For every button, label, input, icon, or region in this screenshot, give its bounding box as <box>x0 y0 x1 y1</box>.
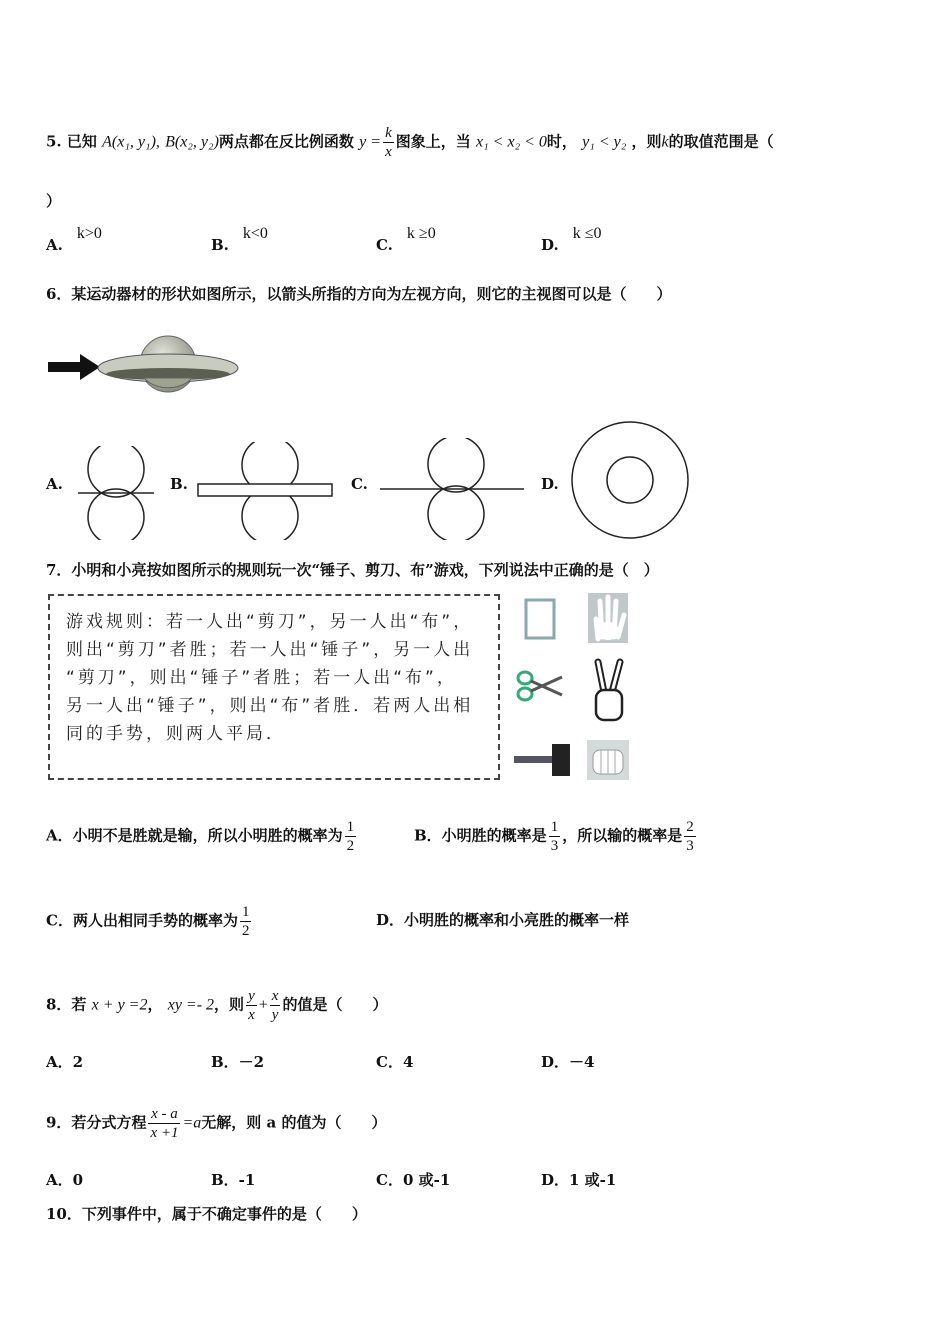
q5-option-b[interactable] <box>211 225 268 255</box>
q8-option-a[interactable]: A．2 <box>46 1053 84 1071</box>
q5-option-c-label: C. <box>376 236 393 254</box>
q5-text-4: 时， <box>546 132 577 151</box>
q5-text-6: 的取值范围是（ <box>668 132 774 151</box>
q5-option-d-label: D. <box>541 236 559 254</box>
q5-option-c-value: k ≥0 <box>406 225 436 242</box>
q5-func-num: k <box>385 125 392 141</box>
q7-option-b[interactable] <box>414 818 698 855</box>
scissors-icon <box>516 665 564 705</box>
q8-fraction-2-den: y <box>271 1007 279 1023</box>
q6-option-a-label[interactable]: A. <box>46 475 63 493</box>
q7-option-a-text: A．小明不是胜就是输，所以小明胜的概率为 <box>46 826 343 845</box>
q8-text-3: 的值是（ ） <box>282 995 388 1014</box>
q8-fraction-2-num: x <box>271 988 279 1004</box>
q7-option-b-num-1: 1 <box>550 819 559 835</box>
q6-question: 6．某运动器材的形状如图所示，以箭头所指的方向为左视方向，则它的主视图可以是（ ） <box>46 285 672 303</box>
q9-option-a[interactable]: A．0 <box>46 1171 84 1189</box>
q6-option-b-label[interactable]: B. <box>170 475 188 493</box>
q5-func-lhs: y = <box>359 133 382 151</box>
q7-rule-line: 游戏规则：若一人出“剪刀”，另一人出“布”， <box>66 612 474 632</box>
q6-option-b-figure[interactable] <box>196 442 334 540</box>
q7-option-b-den-2: 3 <box>686 838 694 854</box>
q8-fraction-1-den: x <box>248 1007 255 1023</box>
q8-fraction-2 <box>270 987 281 1024</box>
q7-rule-line: 同的手势，则两人平局． <box>66 724 286 744</box>
q8-plus: + <box>258 996 268 1014</box>
q5-option-a-value: k>0 <box>76 225 102 242</box>
q8-fraction-1 <box>246 987 257 1024</box>
q9-question <box>46 1105 386 1142</box>
q8-question <box>46 987 387 1024</box>
q5-option-b-value: k<0 <box>242 225 268 242</box>
q7-question: 7．小明和小亮按如图所示的规则玩一次“锤子、剪刀、布”游戏，下列说法中正确的是（ ） <box>46 561 659 579</box>
q9-option-c[interactable]: C．0 或-1 <box>376 1171 451 1189</box>
q9-equals: =a <box>182 1114 202 1132</box>
q6-option-a-figure[interactable] <box>72 446 158 540</box>
q7-option-c[interactable] <box>46 903 253 940</box>
q5-condition-2: y₁ < y₂ <box>582 133 627 151</box>
q9-fraction <box>148 1105 180 1142</box>
fist-icon <box>587 740 629 780</box>
q7-option-c-fraction <box>240 903 252 940</box>
q8-text-2: ，则 <box>214 995 245 1014</box>
q5-option-c[interactable] <box>376 225 436 255</box>
q5-text-1: 已知 <box>66 132 97 151</box>
q5-line <box>46 124 774 161</box>
q6-option-d-label[interactable]: D. <box>541 475 559 493</box>
q5-condition-1: x₁ < x₂ < 0 <box>476 133 547 151</box>
hammer-icon <box>512 740 574 780</box>
q7-option-c-num: 1 <box>241 904 250 920</box>
paper-sheet-icon <box>520 596 560 642</box>
q8-equation-2: xy =- 2 <box>167 996 215 1014</box>
q7-option-b-num-2: 2 <box>686 819 694 835</box>
q7-rule-line: “剪刀”，则出“锤子”者胜；若一人出“布”， <box>66 668 457 688</box>
q5-func-fraction <box>383 124 394 161</box>
q7-rule-line: 另一人出“锤子”，则出“布”者胜．若两人出相 <box>66 696 474 716</box>
q7-option-b-fraction-1 <box>549 818 561 855</box>
q5-point-b: B(x₂, y₂) <box>165 133 219 151</box>
q5-option-d-value: k ≤0 <box>572 225 602 242</box>
q7-option-d[interactable]: D．小明胜的概率和小亮胜的概率一样 <box>376 911 630 929</box>
q10-question: 10．下列事件中，属于不确定事件的是（ ） <box>46 1205 367 1223</box>
q5-point-a: A(x₁, y₁), <box>102 133 160 151</box>
q5-text-2: 两点都在反比例函数 <box>218 132 354 151</box>
q7-option-a-fraction <box>345 818 357 855</box>
q9-option-b[interactable]: B．-1 <box>211 1171 256 1189</box>
q8-option-b[interactable]: B．－2 <box>211 1053 265 1071</box>
q7-option-b-den-1: 3 <box>550 838 559 854</box>
q9-fraction-num: x - a <box>151 1106 178 1122</box>
q7-option-a-num: 1 <box>346 819 355 835</box>
q6-equipment-figure <box>44 316 240 406</box>
q6-option-c-figure[interactable] <box>378 438 526 540</box>
q7-option-b-text-1: B．小明胜的概率是 <box>414 826 547 845</box>
open-hand-icon <box>588 593 628 643</box>
q8-separator: ， <box>147 995 163 1014</box>
q5-func-den: x <box>385 144 392 160</box>
q5-option-d[interactable] <box>541 225 602 255</box>
q8-text-1: 8．若 <box>46 995 87 1014</box>
q7-option-b-fraction-2 <box>684 818 696 855</box>
q8-option-d[interactable]: D．－4 <box>541 1053 595 1071</box>
q5-text-3: 图象上，当 <box>395 132 471 151</box>
q5-option-b-label: B. <box>211 236 229 254</box>
q5-close-paren: ） <box>46 192 62 210</box>
q5-option-a[interactable] <box>46 225 102 255</box>
q7-rules-box <box>48 594 500 780</box>
q6-option-c-label[interactable]: C. <box>351 475 368 493</box>
q7-option-b-text-2: ，所以输的概率是 <box>562 826 683 845</box>
q7-option-a-den: 2 <box>346 838 355 854</box>
q9-fraction-den: x +1 <box>150 1125 179 1141</box>
arrow-icon <box>48 354 100 380</box>
q9-option-d[interactable]: D．1 或-1 <box>541 1171 617 1189</box>
q7-option-a[interactable] <box>46 818 358 855</box>
q9-text-2: 无解，则 a 的值为（ ） <box>201 1113 387 1132</box>
q5-text-5: ，则 <box>631 132 662 151</box>
q6-option-d-figure[interactable] <box>566 418 694 542</box>
q8-equation-1: x + y =2 <box>91 996 148 1014</box>
q8-fraction-1-num: y <box>248 988 255 1004</box>
victory-hand-icon <box>590 658 628 724</box>
q5-k: k <box>661 133 669 151</box>
q7-option-c-den: 2 <box>241 923 250 939</box>
q5-option-a-label: A. <box>46 236 63 254</box>
q5-number: 5. <box>46 132 62 151</box>
q7-rule-line: 则出“剪刀”者胜；若一人出“锤子”，另一人出 <box>66 640 474 660</box>
q9-text-1: 9．若分式方程 <box>46 1113 147 1132</box>
q7-option-c-text: C．两人出相同手势的概率为 <box>46 911 238 930</box>
q8-option-c[interactable]: C．4 <box>376 1053 414 1071</box>
